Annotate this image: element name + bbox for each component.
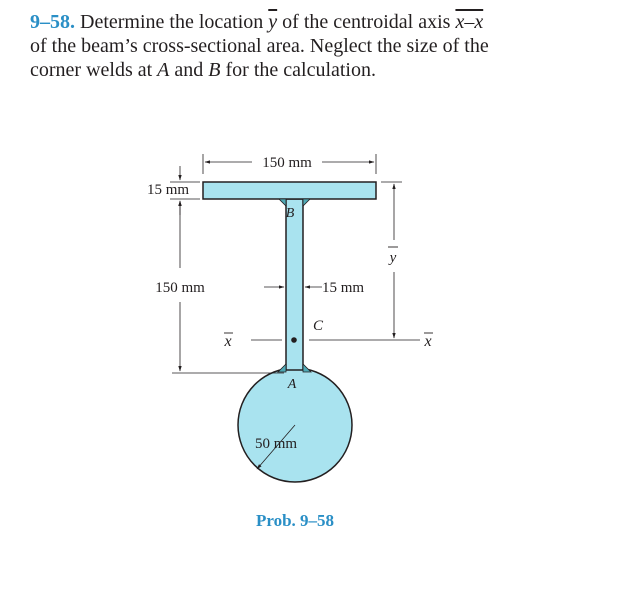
web-height-label: 150 mm [155,280,205,296]
flange-thickness-label: 15 mm [146,182,190,198]
centroid-dot [291,337,297,343]
problem-text-3a: corner welds at [30,59,153,81]
ybar-label: y [389,250,397,266]
flange-width-label: 150 mm [262,155,312,171]
problem-line-2: of the beam’s cross-sectional area. Neglect the size of the [30,35,489,57]
web-thickness-label: 15 mm [322,280,365,296]
weld-a-right [303,364,311,372]
weld-b-left [279,199,286,206]
web-section [286,199,303,370]
flange-section [203,182,376,199]
problem-text-3b: for the calculation. [225,59,376,81]
weld-b-right [303,199,310,206]
figure-caption: Prob. 9–58 [255,511,335,530]
radius-label: 50 mm [254,436,298,452]
point-b-label: B [285,206,295,221]
problem-text-2: of the centroidal axis [282,11,451,33]
weld-a-left [278,364,286,372]
axis-left-label: x [224,333,232,350]
symbol-axis: x–x [455,11,484,33]
problem-point-b: B [208,59,221,81]
symbol-ybar: $\overline{y}$ [268,11,278,33]
problem-point-a: A [157,59,170,81]
problem-text-1: Determine the location [80,11,264,33]
problem-number: 9–58. [30,11,75,33]
axis-right-label: x [424,333,432,350]
point-a-label: A [287,377,297,392]
problem-text-3and: and [174,59,204,81]
centroid-label: C [312,318,324,334]
